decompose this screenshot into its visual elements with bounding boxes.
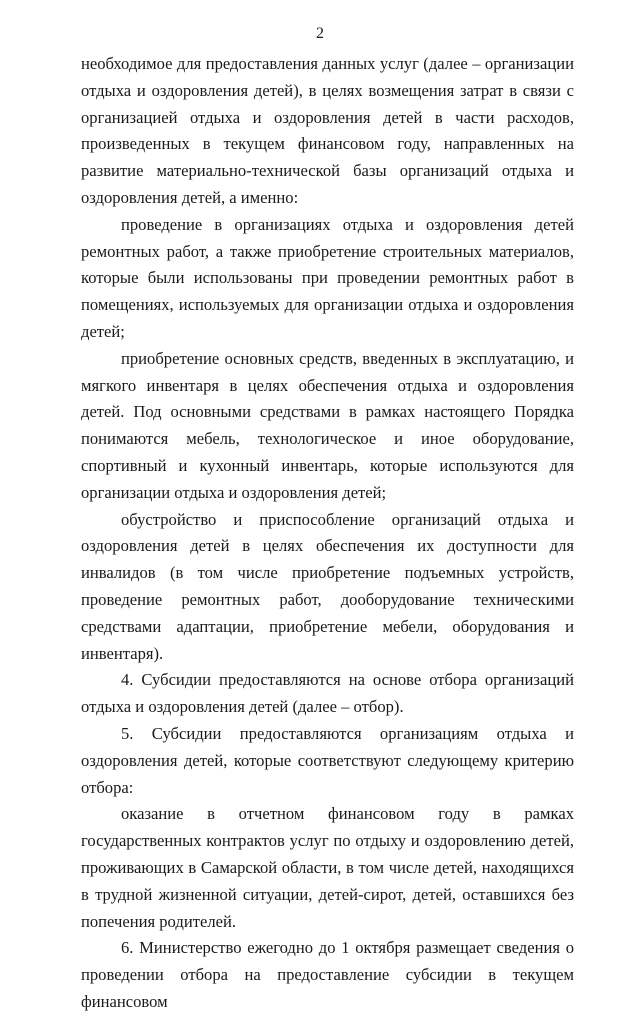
paragraph-accessibility: обустройство и приспособление организаций отдыха и оздоровления детей в целях обеспечения их доступности для инвалидов (в том числе приобретение подъемных устройств, проведение ремонтных работ, дооборудование техническими средствами адаптации, приобретение мебели, оборудования и инвентаря). bbox=[81, 509, 574, 663]
paragraph-item-5: 5. Субсидии предоставляются организациям отдыха и оздоровления детей, которые соответствуют следующему критерию отбора: bbox=[81, 723, 574, 797]
paragraph-criterion: оказание в отчетном финансовом году в рамках государственных контрактов услуг по отдыху и оздоровлению детей, проживающих в Самарской области, в том числе детей, находящихся в трудной жизненной ситуации, детей-сирот, детей, оставшихся без попечения родителей. bbox=[81, 804, 574, 931]
paragraph-fixed-assets: приобретение основных средств, введенных в эксплуатацию, и мягкого инвентаря в целях обеспечения отдыха и оздоровления детей. Под основными средствами в рамках настоящего Порядка понимаются мебель, технологическое и иное оборудование, спортивный и кухонный инвентарь, которые используются для организации отдыха и оздоровления детей; bbox=[81, 348, 574, 502]
paragraph-repair-works: проведение в организациях отдыха и оздоровления детей ремонтных работ, а также приобретение строительных материалов, которые были использованы при проведении ремонтных работ в помещениях, используемых для организации отдыха и оздоровления детей; bbox=[81, 214, 574, 341]
paragraph-item-4: 4. Субсидии предоставляются на основе отбора организаций отдыха и оздоровления детей (далее – отбор). bbox=[81, 670, 574, 717]
paragraph-continuation: необходимое для предоставления данных услуг (далее – организации отдыха и оздоровления детей), в целях возмещения затрат в связи с организацией отдыха и оздоровления детей в части расходов, произведенных в текущем финансовом году, направленных на развитие материально-технической базы организаций отдыха и оздоровления детей, а именно: bbox=[81, 54, 574, 207]
page-number: 2 bbox=[316, 25, 324, 42]
document-body bbox=[81, 51, 574, 1016]
paragraph-item-6: 6. Министерство ежегодно до 1 октября размещает сведения о проведении отбора на предоставление субсидии в текущем финансовом bbox=[81, 938, 574, 1011]
